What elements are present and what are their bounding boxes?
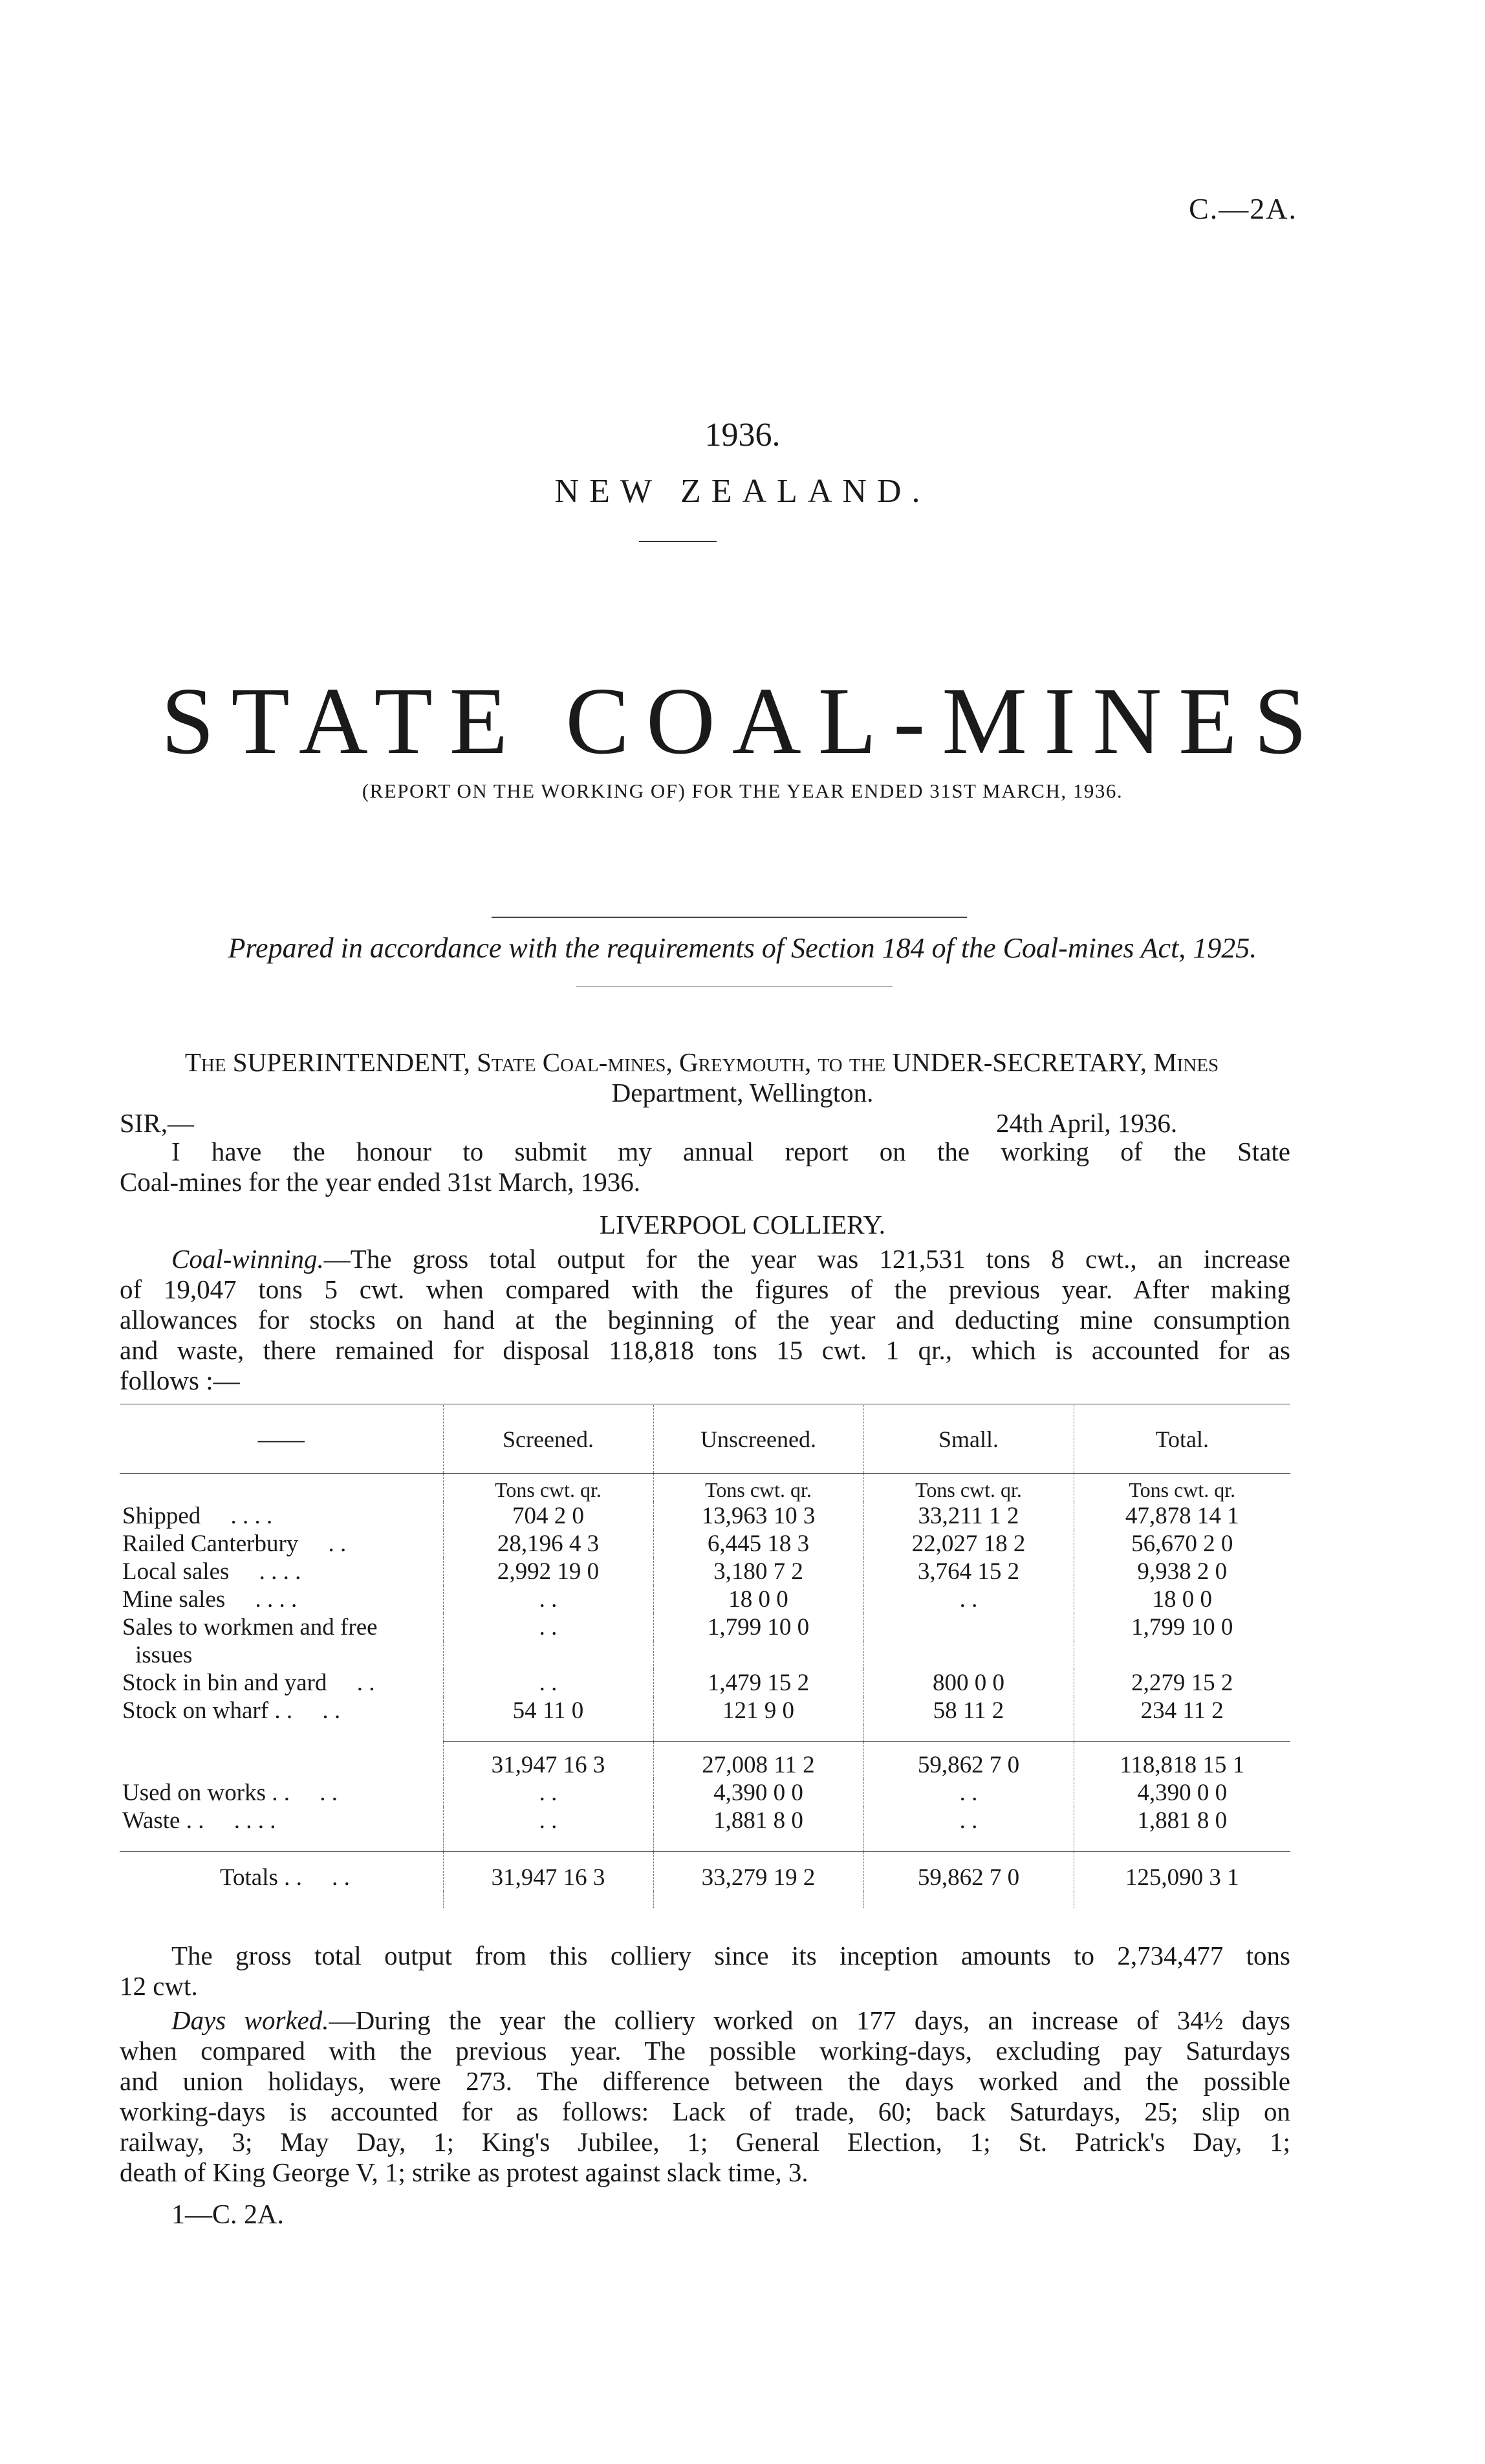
page-title: STATE COAL-MINES <box>161 668 1324 774</box>
prepared-statement: Prepared in accordance with the requirements of Section 184 of the Coal-mines Act, 1925. <box>228 932 1257 964</box>
cell: . . <box>863 1586 1074 1613</box>
cell: 1,799 10 0 <box>1074 1613 1290 1641</box>
section-heading: LIVERPOOL COLLIERY. <box>600 1210 885 1239</box>
letter-date: 24th April, 1936. <box>996 1108 1178 1138</box>
totals-row <box>120 1852 1290 1892</box>
days-worked-line-2: when compared with the previous year. The possible working-days, excluding pay Saturdays <box>120 2036 1290 2066</box>
row-label: Used on works . . . . <box>122 1780 338 1806</box>
header-blank: —— <box>257 1426 305 1452</box>
cell <box>1074 1641 1290 1669</box>
cell: . . <box>863 1779 1074 1807</box>
cell <box>863 1613 1074 1641</box>
cell: 54 11 0 <box>443 1697 653 1725</box>
days-worked-line-1 <box>171 2005 1290 2036</box>
table-row <box>120 1558 1290 1586</box>
cell: 31,947 16 3 <box>443 1742 653 1780</box>
intro-line-1: I have the honour to submit my annual report on the working of the State <box>171 1137 1290 1166</box>
row-label: Local sales . . . . <box>122 1558 301 1585</box>
row-label: Stock in bin and yard . . <box>122 1670 375 1696</box>
table-header-row <box>120 1405 1290 1474</box>
table-row <box>120 1669 1290 1697</box>
cell <box>863 1641 1074 1669</box>
cell: 2,992 19 0 <box>443 1558 653 1586</box>
page-subtitle: (REPORT ON THE WORKING OF) FOR THE YEAR ENDED 31ST MARCH, 1936. <box>362 780 1123 802</box>
cell: 28,196 4 3 <box>443 1530 653 1558</box>
cell: 125,090 3 1 <box>1074 1852 1290 1892</box>
cell: 13,963 10 3 <box>653 1502 863 1530</box>
address-line-2: Department, Wellington. <box>611 1078 874 1107</box>
disposal-table <box>120 1405 1290 1908</box>
cell: 31,947 16 3 <box>443 1852 653 1892</box>
cell <box>443 1641 653 1669</box>
row-label: Stock on wharf . . . . <box>122 1697 341 1724</box>
salutation: SIR,— <box>120 1108 195 1138</box>
cell: . . <box>443 1669 653 1697</box>
cell: 1,881 8 0 <box>653 1807 863 1835</box>
cell: 1,881 8 0 <box>1074 1807 1290 1835</box>
report-year: 1936. <box>704 417 781 453</box>
cell: 121 9 0 <box>653 1697 863 1725</box>
cell: . . <box>443 1807 653 1835</box>
cell: 4,390 0 0 <box>1074 1779 1290 1807</box>
subtotal-row <box>120 1742 1290 1780</box>
row-label: Shipped . . . . <box>122 1503 273 1529</box>
days-worked-line-4: working-days is accounted for as follows: Lack of trade, 60; back Saturdays, 25; slip on <box>120 2097 1290 2126</box>
address-line-1: The SUPERINTENDENT, State Coal-mines, Greymouth, to the UNDER-SECRETARY, Mines <box>184 1047 1219 1077</box>
cell: 27,008 11 2 <box>653 1742 863 1780</box>
cell: 3,180 7 2 <box>653 1558 863 1586</box>
header-total: Total. <box>1074 1405 1290 1474</box>
cell: 18 0 0 <box>653 1586 863 1613</box>
cell: 47,878 14 1 <box>1074 1502 1290 1530</box>
days-worked-line-3: and union holidays, were 273. The difference between the days worked and the possible <box>120 2066 1290 2096</box>
row-label: Sales to workmen and free <box>122 1614 378 1641</box>
unit-label: Tons cwt. qr. <box>863 1474 1074 1503</box>
country-heading: NEW ZEALAND. <box>554 473 931 510</box>
cell: 1,799 10 0 <box>653 1613 863 1641</box>
cell: 18 0 0 <box>1074 1586 1290 1613</box>
units-row <box>120 1474 1290 1503</box>
cell: 800 0 0 <box>863 1669 1074 1697</box>
cell: 58 11 2 <box>863 1697 1074 1725</box>
days-worked-text: —During the year the colliery worked on 177 days, an increase of 34½ days <box>329 2005 1290 2035</box>
cell: 56,670 2 0 <box>1074 1530 1290 1558</box>
cell: . . <box>863 1807 1074 1835</box>
cell: 33,279 19 2 <box>653 1852 863 1892</box>
row-label: Mine sales . . . . <box>122 1586 298 1613</box>
gross-output-line-1: The gross total output from this colliery since its inception amounts to 2,734,477 tons <box>171 1941 1290 1970</box>
cell: 118,818 15 1 <box>1074 1742 1290 1780</box>
cell: 33,211 1 2 <box>863 1502 1074 1530</box>
header-screened: Screened. <box>443 1405 653 1474</box>
coal-winning-line-1 <box>171 1244 1290 1274</box>
table-row <box>120 1530 1290 1558</box>
totals-label: Totals . . . . <box>120 1852 443 1892</box>
days-worked-line-6: death of King George V, 1; strike as protest against slack time, 3. <box>120 2157 808 2187</box>
coal-winning-text: —The gross total output for the year was 121,531 tons 8 cwt., an increase <box>323 1244 1290 1274</box>
unit-label: Tons cwt. qr. <box>653 1474 863 1503</box>
cell: 2,279 15 2 <box>1074 1669 1290 1697</box>
cell <box>653 1641 863 1669</box>
gross-output-line-2: 12 cwt. <box>120 1971 198 2001</box>
cell: 6,445 18 3 <box>653 1530 863 1558</box>
page-reference: C.—2A. <box>1189 192 1297 225</box>
cell: 1,479 15 2 <box>653 1669 863 1697</box>
row-label: issues <box>135 1642 193 1668</box>
row-label: Waste . . . . . . <box>122 1807 276 1834</box>
cell: 704 2 0 <box>443 1502 653 1530</box>
days-worked-line-5: railway, 3; May Day, 1; King's Jubilee, 1; General Election, 1; St. Patrick's Day, 1; <box>120 2127 1290 2157</box>
coal-winning-line-5: follows :— <box>120 1366 240 1395</box>
cell: 22,027 18 2 <box>863 1530 1074 1558</box>
table-row <box>120 1641 1290 1669</box>
cell: . . <box>443 1613 653 1641</box>
page-signature: 1—C. 2A. <box>171 2200 284 2230</box>
table-row <box>120 1613 1290 1641</box>
cell: 59,862 7 0 <box>863 1852 1074 1892</box>
header-small: Small. <box>863 1405 1074 1474</box>
intro-line-2: Coal-mines for the year ended 31st March, 1936. <box>120 1167 640 1197</box>
cell: . . <box>443 1586 653 1613</box>
days-worked-heading: Days worked. <box>171 2005 329 2035</box>
row-label: Railed Canterbury . . <box>122 1531 347 1557</box>
cell: 59,862 7 0 <box>863 1742 1074 1780</box>
divider <box>639 541 717 542</box>
cell: 4,390 0 0 <box>653 1779 863 1807</box>
divider <box>492 917 967 918</box>
table-row <box>120 1779 1290 1807</box>
unit-label: Tons cwt. qr. <box>1074 1474 1290 1503</box>
cell: 9,938 2 0 <box>1074 1558 1290 1586</box>
table-row <box>120 1586 1290 1613</box>
table-row <box>120 1697 1290 1725</box>
coal-winning-line-2: of 19,047 tons 5 cwt. when compared with the figures of the previous year. After making <box>120 1274 1290 1304</box>
cell: . . <box>443 1779 653 1807</box>
table-row <box>120 1807 1290 1835</box>
cell: 234 11 2 <box>1074 1697 1290 1725</box>
cell: 3,764 15 2 <box>863 1558 1074 1586</box>
coal-winning-line-4: and waste, there remained for disposal 118,818 tons 15 cwt. 1 qr., which is accounted for as <box>120 1335 1290 1365</box>
header-unscreened: Unscreened. <box>653 1405 863 1474</box>
table-row <box>120 1502 1290 1530</box>
unit-label: Tons cwt. qr. <box>443 1474 653 1503</box>
coal-winning-heading: Coal-winning. <box>171 1244 324 1274</box>
coal-winning-line-3: allowances for stocks on hand at the beginning of the year and deducting mine consumption <box>120 1305 1290 1335</box>
